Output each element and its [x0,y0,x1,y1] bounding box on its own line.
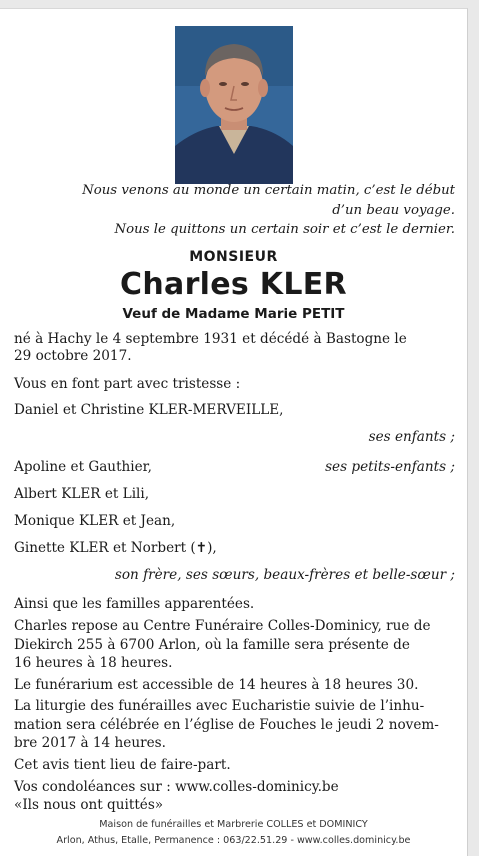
liturgy-line-2: mation sera célébrée en l’église de Fouches le jeudi 2 novem- [14,717,439,733]
section-label: «Ils nous ont quittés» [14,797,164,813]
quote-line-2: d’un beau voyage. [332,203,455,218]
funerarium-hours: Le funérarium est accessible de 14 heures à 18 heures 30. [14,677,419,693]
sibling-3 [14,540,217,556]
notice-text: Cet avis tient lieu de faire-part. [14,757,231,773]
siblings-role: son frère, ses sœurs, beaux-frères et belle-sœur ; [114,567,455,583]
children-role: ses enfants ; [368,429,455,445]
birth-line-1: né à Hachy le 4 septembre 1931 et décédé à Bastogne le [14,331,407,347]
sibling-3-name: Ginette KLER et Norbert ( [14,540,196,556]
cross-icon: ✝ [195,540,208,556]
rest-line-2: Diekirch 255 à 6700 Arlon, où la famille sera présente de [14,637,410,653]
birth-line-2: 29 octobre 2017. [14,348,132,364]
portrait-photo [175,26,293,184]
liturgy-line-3: bre 2017 à 14 heures. [14,735,166,751]
children-names: Daniel et Christine KLER-MERVEILLE, [14,402,284,418]
grandchildren-names: Apoline et Gauthier, [14,459,153,475]
sibling-2: Monique KLER et Jean, [14,513,176,529]
footer-company: Maison de funérailles et Marbrerie COLLES et DOMINICY [99,819,368,830]
grandchildren-role: ses petits-enfants ; [325,459,455,475]
sibling-3-end: ), [207,540,217,556]
relatives-text: Ainsi que les familles apparentées. [14,596,255,612]
honorific-title: MONSIEUR [189,249,278,265]
liturgy-line-1: La liturgie des funérailles avec Eucharistie suivie de l’inhu- [14,698,425,714]
sibling-1: Albert KLER et Lili, [14,486,150,502]
deceased-name: Charles KLER [120,267,347,302]
rest-line-3: 16 heures à 18 heures. [14,655,173,671]
obituary-notice [0,8,468,856]
quote-line-3: Nous le quittons un certain soir et c’est le dernier. [114,222,455,237]
spouse-line: Veuf de Madame Marie PETIT [122,306,345,322]
quote-line-1: Nous venons au monde un certain matin, c’est le début [82,183,455,198]
intro-text: Vous en font part avec tristesse : [14,376,241,392]
footer-contact: Arlon, Athus, Etalle, Permanence : 063/22.51.29 - www.colles.dominicy.be [56,835,411,846]
rest-line-1: Charles repose au Centre Funéraire Colles-Dominicy, rue de [14,618,431,634]
condolences-text: Vos condoléances sur : www.colles-dominicy.be [14,779,339,795]
